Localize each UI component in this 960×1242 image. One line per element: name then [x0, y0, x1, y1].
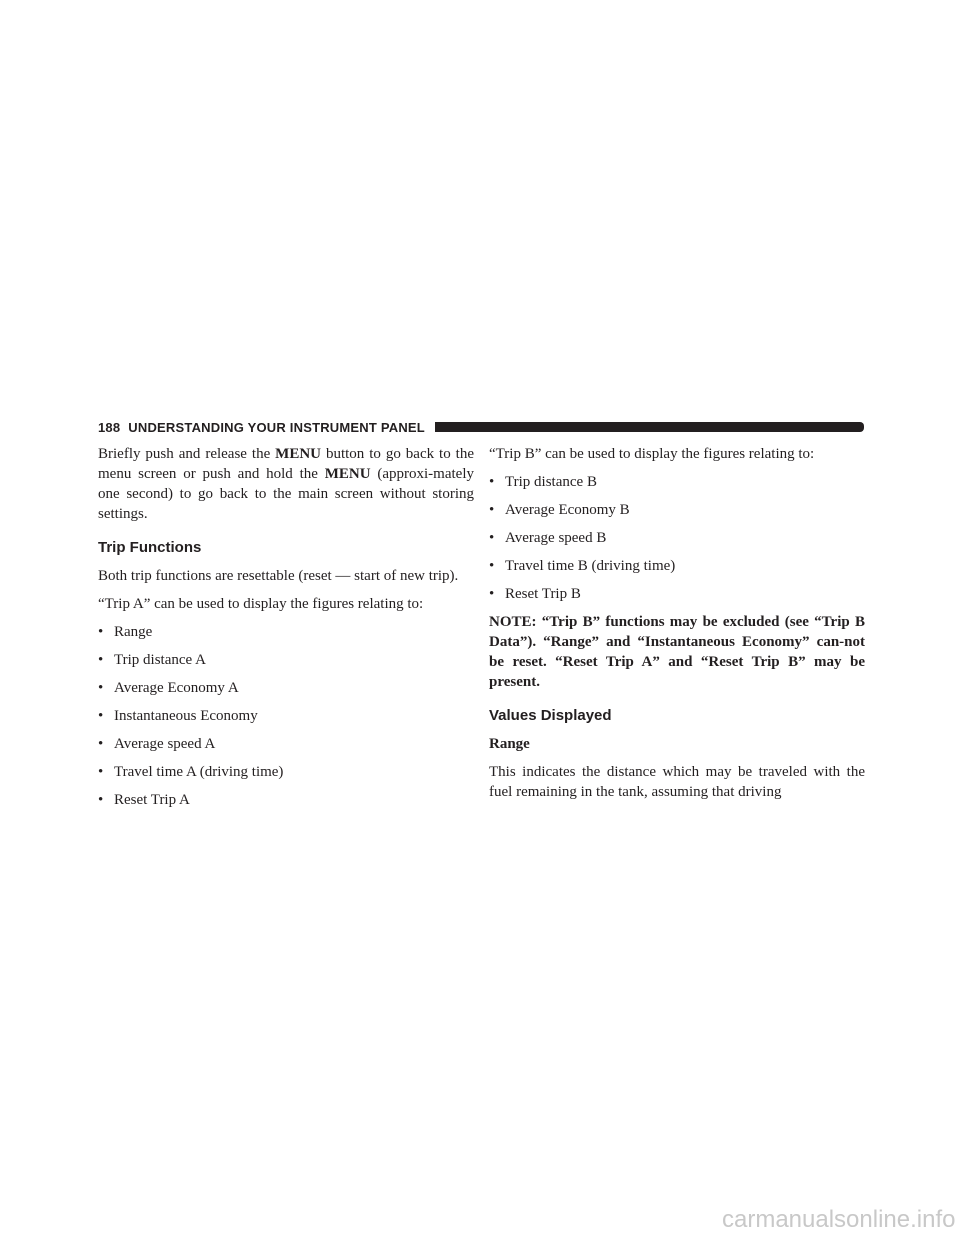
bullet-icon: •: [98, 764, 104, 780]
page-header: [98, 418, 864, 436]
bullet-icon: •: [489, 502, 495, 518]
subheading-range: Range: [489, 736, 530, 752]
trip-a-intro: “Trip A” can be used to display the figures relating to:: [98, 596, 424, 612]
list-item: • Travel time A (driving time): [98, 764, 284, 780]
list-item: • Instantaneous Economy: [98, 708, 258, 724]
header-rule: [435, 422, 864, 432]
heading-trip-functions: Trip Functions: [98, 539, 202, 556]
list-item: • Travel time B (driving time): [489, 558, 676, 574]
bullet-icon: •: [489, 558, 495, 574]
bullet-icon: •: [98, 652, 104, 668]
bullet-icon: •: [489, 530, 495, 546]
list-item: • Average speed B: [489, 530, 607, 546]
menu-keyword: MENU: [324, 466, 371, 482]
note-paragraph: NOTE: “Trip B” functions may be excluded (see “Trip B Data”). “Range” and “Instantaneous Economy” can-not be reset. “Reset Trip A” and “Reset Trip B” may be present.: [489, 614, 865, 690]
list-item: • Average Economy B: [489, 502, 630, 518]
heading-values-displayed: Values Displayed: [489, 707, 612, 724]
bullet-icon: •: [98, 708, 104, 724]
bullet-icon: •: [489, 474, 495, 490]
list-item: • Average speed A: [98, 736, 216, 752]
list-item: • Trip distance A: [98, 652, 206, 668]
page-number: 188: [98, 419, 121, 435]
bullet-icon: •: [98, 680, 104, 696]
section-title: UNDERSTANDING YOUR INSTRUMENT PANEL: [128, 419, 425, 435]
bullet-icon: •: [98, 736, 104, 752]
bullet-icon: •: [98, 792, 104, 808]
intro-paragraph: Briefly push and release the MENU button to go back to the menu screen or push and hold the MENU (approxi-mately one second) to go back to the main screen without storing settings.: [98, 446, 474, 522]
trip-a-list: [98, 622, 474, 810]
watermark-logo: carmanualsonline.info: [722, 1206, 956, 1233]
right-column: [489, 444, 865, 810]
trip-b-list: [489, 472, 865, 604]
range-paragraph: This indicates the distance which may be traveled with the fuel remaining in the tank, assuming that driving: [489, 764, 865, 800]
left-column: [98, 444, 474, 818]
menu-keyword: MENU: [275, 446, 321, 462]
trip-reset-paragraph: Both trip functions are resettable (reset — start of new trip).: [98, 568, 459, 584]
trip-b-intro: “Trip B” can be used to display the figures relating to:: [489, 446, 815, 462]
bullet-icon: •: [489, 586, 495, 602]
list-item: • Average Economy A: [98, 680, 239, 696]
list-item: • Reset Trip B: [489, 586, 581, 602]
list-item: • Reset Trip A: [98, 792, 190, 808]
list-item: • Range: [98, 624, 153, 640]
bullet-icon: •: [98, 624, 104, 640]
list-item: • Trip distance B: [489, 474, 597, 490]
